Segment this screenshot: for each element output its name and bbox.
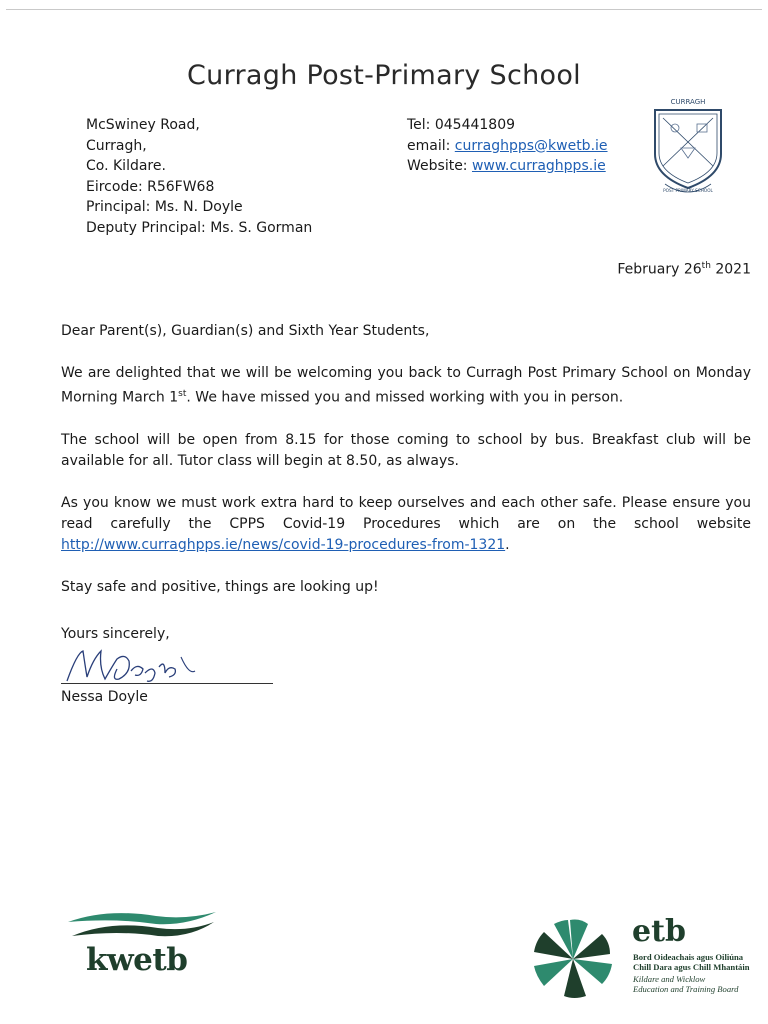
email-row: [407, 136, 608, 157]
etb-irish-name-1: Bord Oideachais agus Oiliúna: [633, 952, 744, 962]
website-label: Website:: [407, 158, 472, 174]
email-label: email:: [407, 137, 455, 154]
crest-bottom-text: POST PRIMARY SCHOOL: [663, 188, 713, 193]
salutation: Dear Parent(s), Guardian(s) and Sixth Year Students,: [61, 323, 430, 339]
paragraph-welcome: [61, 363, 751, 409]
email-link[interactable]: curraghpps@kwetb.ie: [454, 137, 608, 154]
etb-irish-name-2: Chill Dara agus Chill Mhantáin: [633, 962, 750, 972]
address-line: McSwiney Road,: [86, 117, 200, 133]
school-title: Curragh Post-Primary School: [187, 60, 581, 91]
signature-icon: [61, 645, 276, 687]
etb-english-name-2: Education and Training Board: [633, 984, 739, 994]
website-link[interactable]: www.curraghpps.ie: [471, 158, 606, 174]
date-suffix: th: [701, 261, 711, 271]
paragraph-text: As you know we must work extra hard to keep ourselves and each other safe. Please ensure you read carefully the CPPS Covid-19 Procedures which are on the school website: [61, 494, 751, 532]
website-row: [407, 156, 608, 177]
etb-swirl-icon: [528, 914, 618, 1004]
letter-body: [61, 321, 751, 619]
date-text: February 26: [617, 261, 702, 278]
scan-top-rule: [6, 9, 762, 10]
telephone: Tel: 045441809: [407, 117, 516, 133]
deputy-principal: Deputy Principal: Ms. S. Gorman: [86, 219, 313, 236]
etb-english-name-1: Kildare and Wicklow: [633, 974, 706, 984]
etb-wordmark: etb: [632, 914, 686, 949]
address-line: Co. Kildare.: [86, 158, 166, 174]
paragraph-text: . We have missed you and missed working with you in person.: [186, 389, 624, 406]
address-block: [86, 115, 312, 238]
paragraph-schedule: The school will be open from 8.15 for those coming to school by bus. Breakfast club will be available for all. Tutor class will begin at 8.50, as always.: [61, 431, 751, 469]
signatory-name: Nessa Doyle: [61, 689, 148, 705]
paragraph-closing-note: Stay safe and positive, things are looking up!: [61, 578, 379, 595]
letter-date: [617, 261, 751, 278]
eircode: Eircode: R56FW68: [86, 178, 215, 195]
paragraph-safety: [61, 493, 751, 556]
kwetb-wordmark: kwetb: [86, 942, 188, 978]
school-crest-icon: [645, 96, 731, 196]
paragraph-text: We are delighted that we will be welcoming you back to Curragh Post Primary School on Monday Morning March 1: [61, 365, 751, 406]
date-year: 2021: [710, 261, 751, 278]
procedures-link[interactable]: http://www.curraghpps.ie/news/covid-19-procedures-from-1321: [61, 536, 506, 553]
ordinal-suffix: st: [178, 389, 187, 399]
principal: Principal: Ms. N. Doyle: [86, 199, 243, 215]
paragraph-text: .: [505, 536, 510, 553]
signature-line: [61, 683, 273, 684]
address-line: Curragh,: [86, 137, 147, 154]
contact-block: [407, 115, 608, 177]
crest-top-text: CURRAGH: [670, 98, 706, 106]
closing: Yours sincerely,: [61, 626, 170, 642]
